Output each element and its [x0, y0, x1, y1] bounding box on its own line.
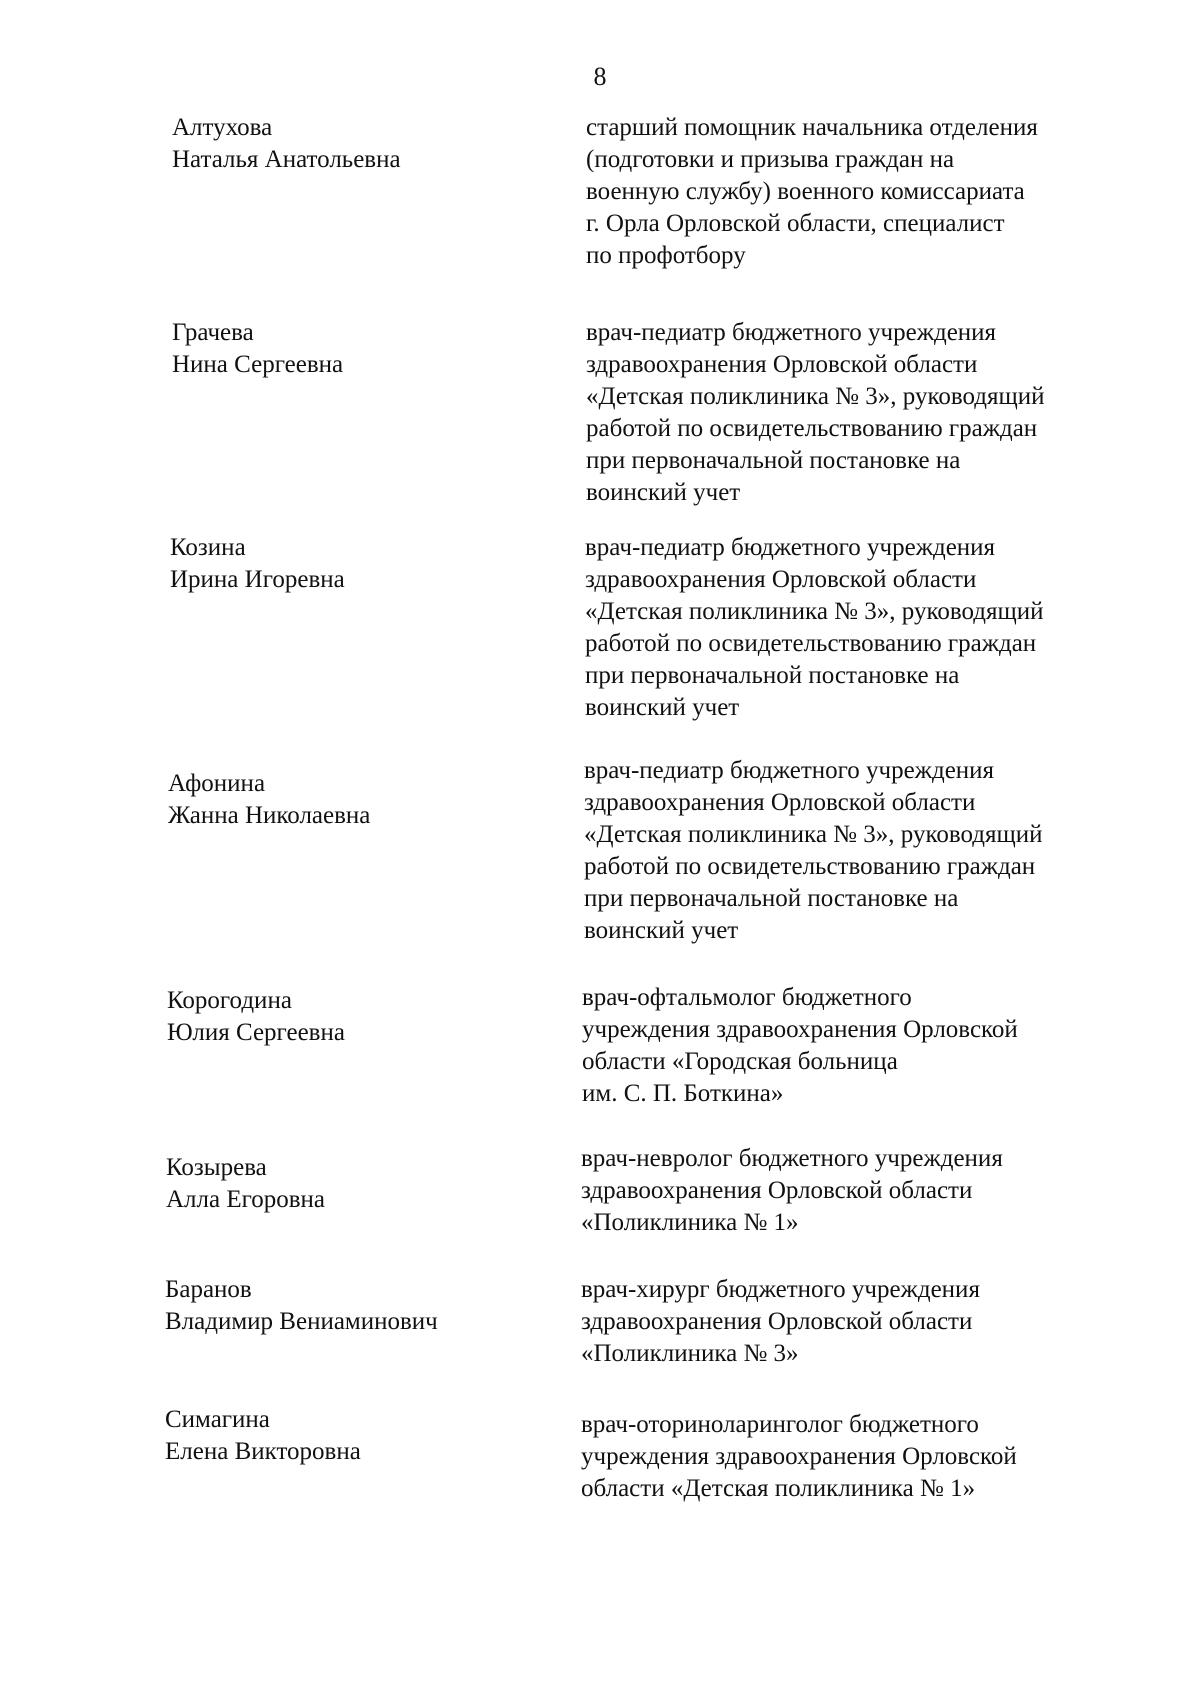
position-line: области «Городская больница — [582, 1048, 898, 1075]
person-given-names: Алла Егоровна — [166, 1186, 326, 1213]
person-surname: Афонина — [168, 770, 266, 797]
person-given-names: Юлия Сергеевна — [167, 1019, 345, 1046]
person-name — [168, 768, 370, 832]
position-line: работой по освидетельствованию граждан — [585, 630, 1037, 657]
position-line: «Детская поликлиника № 3», руководящий — [585, 598, 1044, 625]
position-line: учреждения здравоохранения Орловской — [581, 1443, 1017, 1470]
position-line: воинский учет — [584, 917, 739, 944]
position-line: здравоохранения Орловской области — [581, 1177, 973, 1204]
position-line: врач-педиатр бюджетного учреждения — [584, 757, 995, 784]
position-line: «Поликлиника № 3» — [581, 1340, 799, 1367]
person-name — [172, 317, 343, 381]
position-line: при первоначальной постановке на — [584, 885, 959, 912]
person-surname: Алтухова — [172, 114, 273, 141]
position-line: г. Орла Орловской области, специалист — [586, 210, 1005, 237]
person-name — [166, 1152, 325, 1216]
person-name — [167, 985, 345, 1049]
position-line: военную службу) военного комиссариата — [586, 178, 1025, 205]
position-line: здравоохранения Орловской области — [585, 566, 977, 593]
person-given-names: Жанна Николаевна — [168, 802, 371, 829]
position-line: им. С. П. Боткина» — [582, 1080, 784, 1107]
person-name — [165, 1274, 438, 1338]
page-number: 8 — [593, 62, 607, 91]
person-surname: Козырева — [166, 1154, 267, 1181]
position-line: при первоначальной постановке на — [585, 662, 960, 689]
position-line: по профотбору — [586, 242, 746, 269]
person-position — [581, 1409, 1141, 1505]
position-line: врач-невролог бюджетного учреждения — [581, 1145, 1003, 1172]
position-line: области «Детская поликлиника № 1» — [581, 1475, 976, 1502]
position-line: учреждения здравоохранения Орловской — [582, 1016, 1018, 1043]
person-given-names: Наталья Анатольевна — [172, 146, 401, 173]
position-line: старший помощник начальника отделения — [586, 114, 1038, 141]
position-line: воинский учет — [585, 694, 740, 721]
person-position — [581, 1143, 1141, 1239]
person-name — [165, 1404, 361, 1468]
person-surname: Симагина — [165, 1406, 270, 1433]
person-surname: Козина — [170, 534, 246, 561]
position-line: воинский учет — [586, 479, 741, 506]
person-given-names: Нина Сергеевна — [172, 351, 344, 378]
position-line: врач-педиатр бюджетного учреждения — [585, 534, 996, 561]
position-line: здравоохранения Орловской области — [584, 789, 976, 816]
person-position — [584, 755, 1144, 947]
person-surname: Баранов — [165, 1276, 252, 1303]
position-line: «Детская поликлиника № 3», руководящий — [586, 383, 1045, 410]
person-surname: Корогодина — [167, 987, 292, 1014]
position-line: здравоохранения Орловской области — [581, 1308, 973, 1335]
person-position — [581, 1274, 1141, 1370]
position-line: врач-офтальмолог бюджетного — [582, 984, 912, 1011]
position-line: здравоохранения Орловской области — [586, 351, 978, 378]
position-line: врач-оториноларинголог бюджетного — [581, 1411, 979, 1438]
position-line: работой по освидетельствованию граждан — [584, 853, 1036, 880]
person-position — [586, 317, 1146, 509]
position-line: (подготовки и призыва граждан на — [586, 146, 955, 173]
person-name — [170, 532, 345, 596]
person-surname: Грачева — [172, 319, 254, 346]
position-line: врач-хирург бюджетного учреждения — [581, 1276, 980, 1303]
person-position — [582, 982, 1142, 1110]
position-line: «Детская поликлиника № 3», руководящий — [584, 821, 1043, 848]
position-line: работой по освидетельствованию граждан — [586, 415, 1038, 442]
position-line: врач-педиатр бюджетного учреждения — [586, 319, 997, 346]
position-line: «Поликлиника № 1» — [581, 1209, 799, 1236]
person-name — [172, 112, 401, 176]
position-line: при первоначальной постановке на — [586, 447, 961, 474]
person-given-names: Ирина Игоревна — [170, 566, 345, 593]
person-given-names: Елена Викторовна — [165, 1438, 361, 1465]
person-given-names: Владимир Вениаминович — [165, 1308, 438, 1335]
person-position — [586, 112, 1146, 272]
person-position — [585, 532, 1145, 724]
